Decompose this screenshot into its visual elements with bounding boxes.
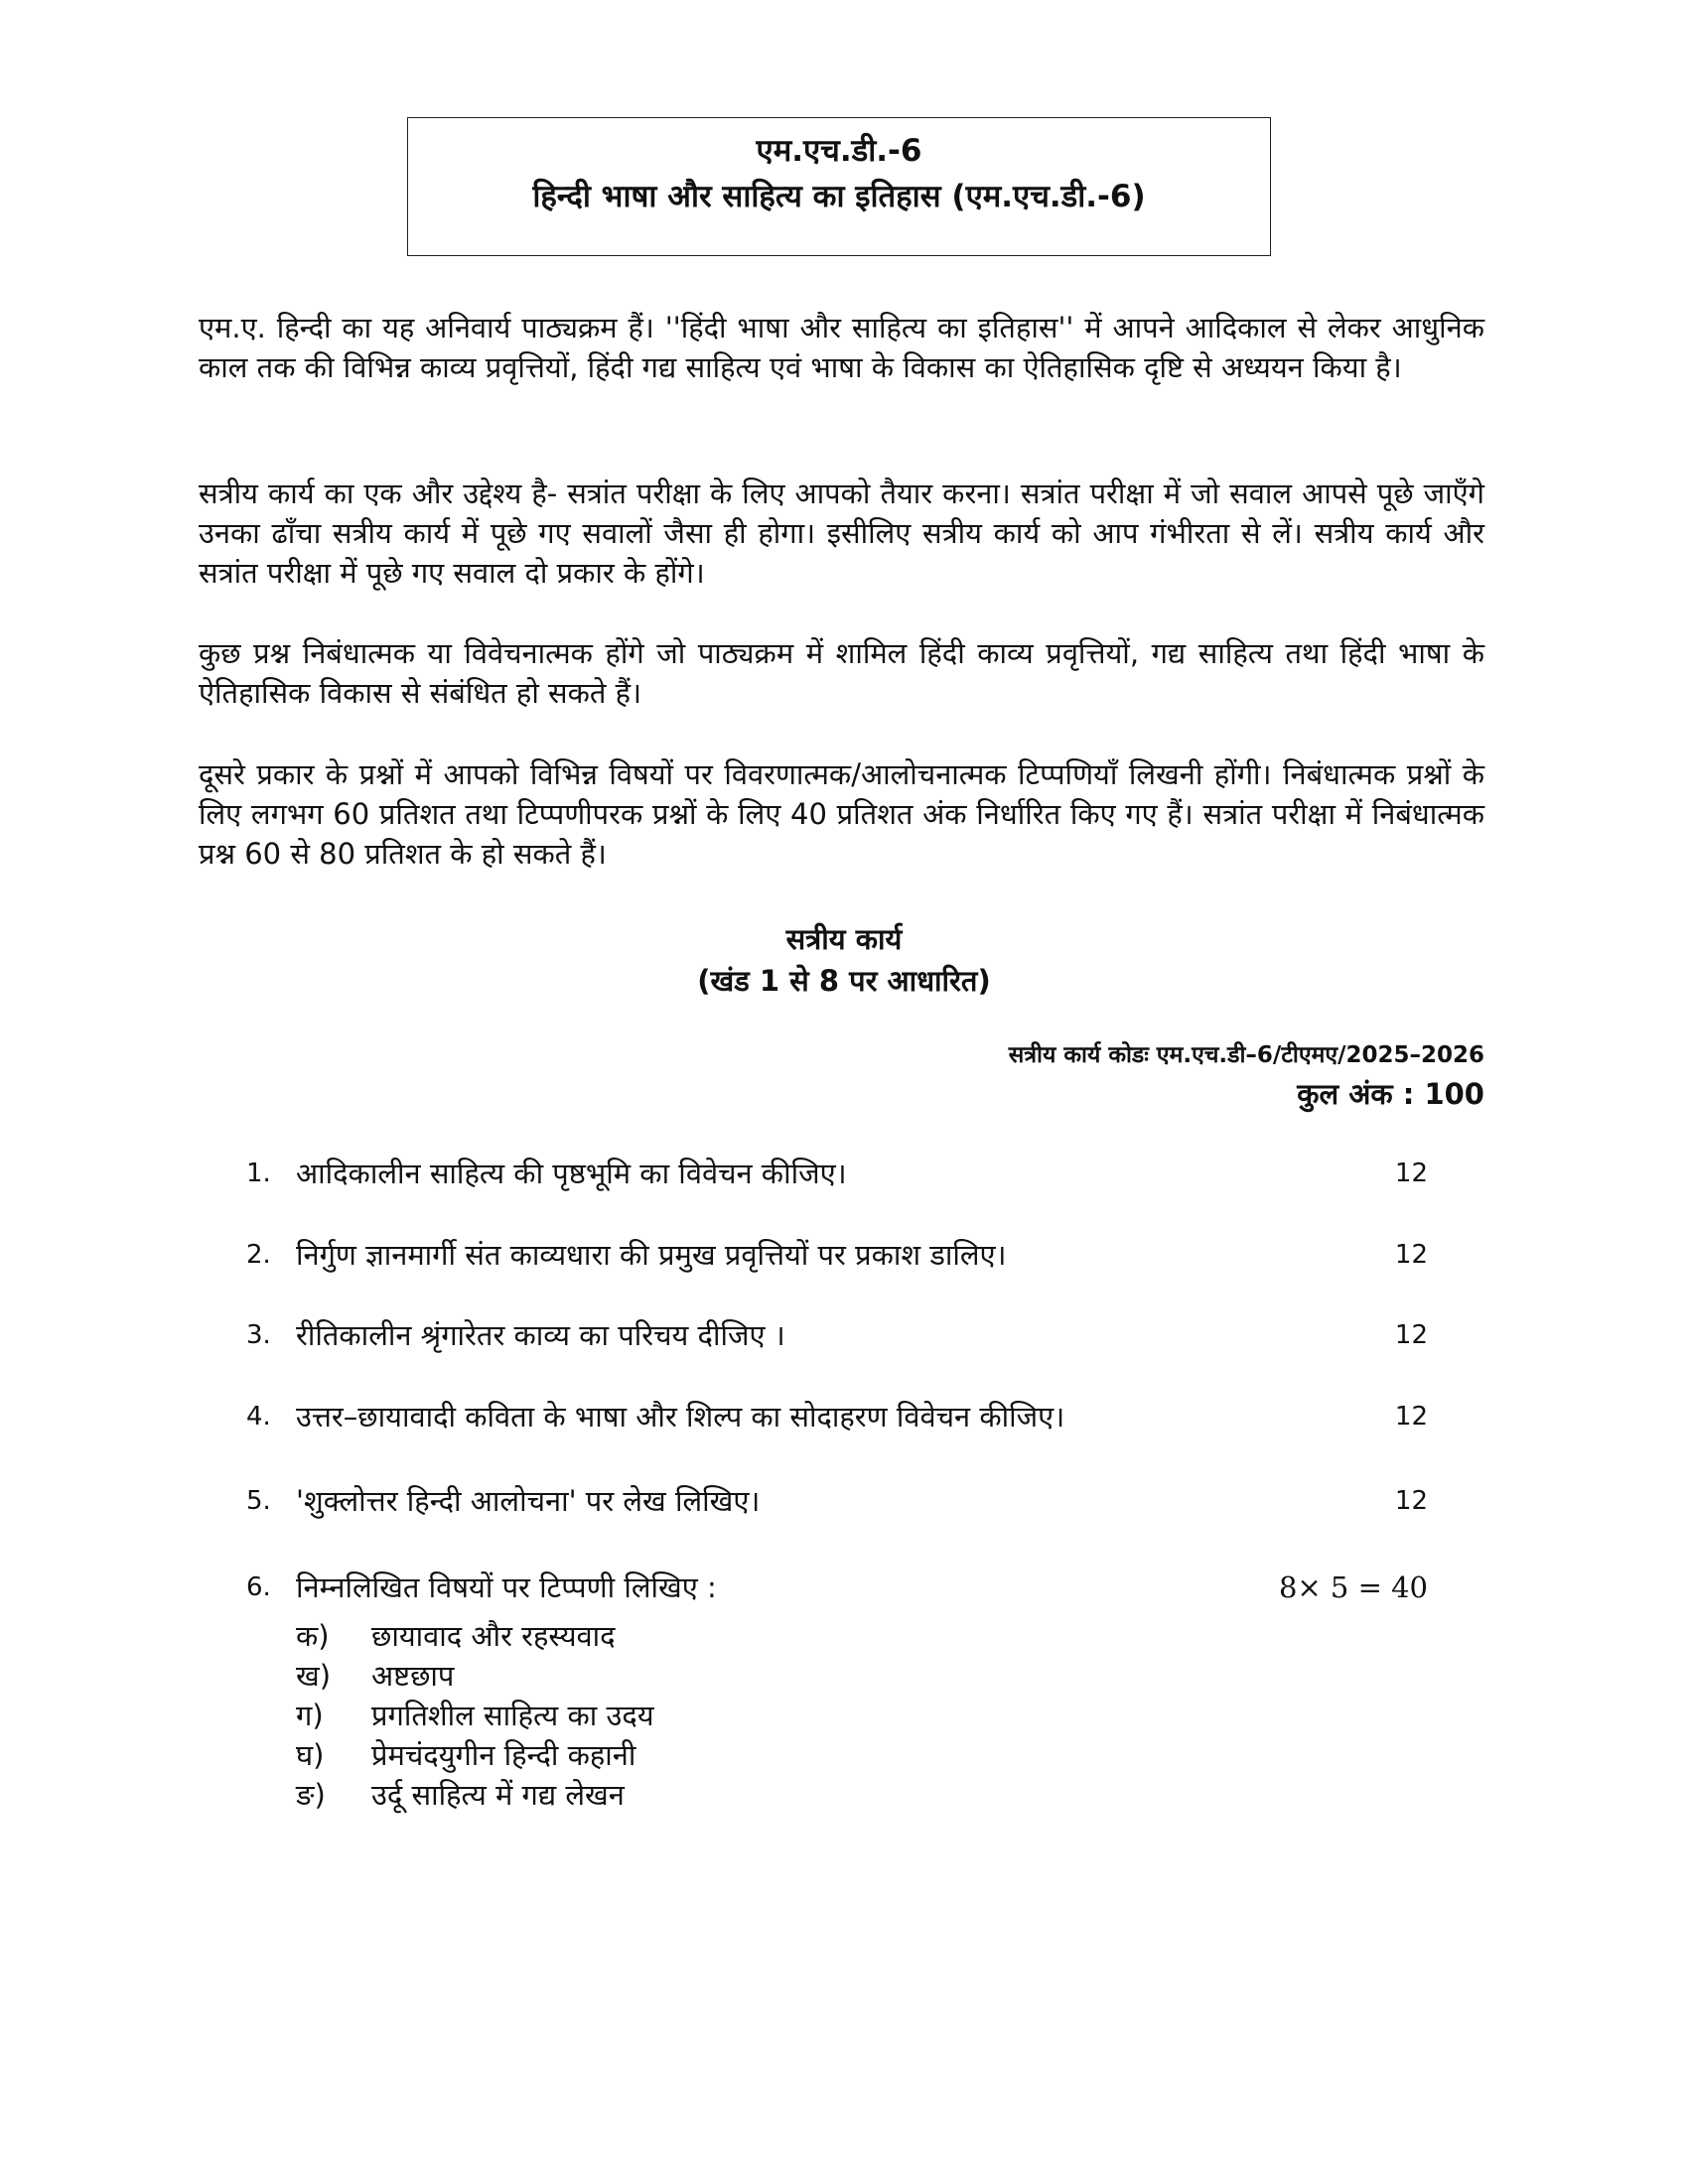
question-number: 2.	[246, 1240, 271, 1270]
question-number: 5.	[246, 1486, 271, 1516]
question-marks: 12	[1394, 1486, 1428, 1516]
subtopic-text: प्रगतिशील साहित्य का उदय	[371, 1699, 654, 1732]
question-marks: 12	[1394, 1159, 1428, 1188]
question-row	[246, 1479, 1428, 1523]
question-row	[246, 1566, 1428, 1609]
question-marks: 12	[1394, 1402, 1428, 1432]
subtopic-label: घ)	[296, 1738, 325, 1772]
question-number: 4.	[246, 1402, 271, 1432]
list-item	[296, 1735, 892, 1775]
question-marks: 8× 5 = 40	[1278, 1570, 1428, 1604]
subtopic-text: उर्दू साहित्य में गद्य लेखन	[371, 1778, 625, 1812]
list-item	[296, 1775, 892, 1815]
list-item	[296, 1656, 892, 1696]
subtopic-label: ग)	[296, 1699, 324, 1732]
question-number: 1.	[246, 1159, 271, 1188]
intro-paragraph: कुछ प्रश्न निबंधात्मक या विवेचनात्मक होंगे जो पाठ्यक्रम में शामिल हिंदी काव्य प्रवृत्तियों, गद्य साहित्य तथा हिंदी भाषा के ऐतिहासिक विकास से संबंधित हो सकते हैं।	[199, 636, 1484, 710]
list-item	[296, 1616, 892, 1656]
question-marks: 12	[1394, 1320, 1428, 1350]
question-row	[246, 1152, 1428, 1195]
question-text: आदिकालीन साहित्य की पृष्ठभूमि का विवेचन कीजिए।	[296, 1157, 847, 1190]
assignment-code: सत्रीय कार्य कोडः एम.एच.डी–6/टीएमए/2025–2026	[1008, 1042, 1484, 1068]
question-text: उत्तर–छायावादी कविता के भाषा और शिल्प का सोदाहरण विवेचन कीजिए।	[296, 1400, 1065, 1433]
subtopic-text: छायावाद और रहस्यवाद	[371, 1619, 616, 1653]
intro-paragraph: सत्रीय कार्य का एक और उद्देश्य है- सत्रांत परीक्षा के लिए आपको तैयार करना। सत्रांत परीक्षा में जो सवाल आपसे पूछे जाएँगे उनका ढाँचा सत्रीय कार्य में पूछे गए सवालों जैसा ही होगा। इसीलिए सत्रीय कार्य को आप गंभीरता से लें। सत्रीय कार्य और सत्रांत परीक्षा में पूछे गए सवाल दो प्रकार के होंगे।	[199, 477, 1484, 590]
list-item	[296, 1696, 892, 1735]
question-text: रीतिकालीन श्रृंगारेतर काव्य का परिचय दीजिए ।	[296, 1318, 785, 1352]
question-row	[246, 1233, 1428, 1277]
course-code: एम.एच.डी.-6	[756, 133, 922, 169]
subtopic-label: ङ)	[296, 1778, 326, 1812]
question-row	[246, 1313, 1428, 1357]
title-box	[407, 117, 1271, 256]
subtopic-label: क)	[296, 1619, 330, 1653]
total-marks: कुल अंक : 100	[1297, 1077, 1484, 1111]
question-text: निम्नलिखित विषयों पर टिप्पणी लिखिए :	[296, 1570, 717, 1604]
subtopic-list	[296, 1616, 892, 1815]
course-title: हिन्दी भाषा और साहित्य का इतिहास (एम.एच.डी.-6)	[532, 179, 1146, 214]
question-text: 'शुक्लोत्तर हिन्दी आलोचना' पर लेख लिखिए।	[296, 1484, 761, 1518]
question-number: 6.	[246, 1572, 271, 1602]
assignment-subheading: (खंड 1 से 8 पर आधारित)	[697, 964, 991, 998]
question-number: 3.	[246, 1320, 271, 1350]
question-text: निर्गुण ज्ञानमार्गी संत काव्यधारा की प्रमुख प्रवृत्तियों पर प्रकाश डालिए।	[296, 1238, 1007, 1272]
intro-paragraph: एम.ए. हिन्दी का यह अनिवार्य पाठ्यक्रम हैं। ''हिंदी भाषा और साहित्य का इतिहास'' में आपने आदिकाल से लेकर आधुनिक काल तक की विभिन्न काव्य प्रवृत्तियों, हिंदी गद्य साहित्य एवं भाषा के विकास का ऐतिहासिक दृष्टि से अध्ययन किया है।	[199, 311, 1484, 384]
subtopic-label: ख)	[296, 1659, 332, 1693]
assignment-heading: सत्रीय कार्य	[785, 922, 903, 956]
intro-paragraph: दूसरे प्रकार के प्रश्नों में आपको विभिन्न विषयों पर विवरणात्मक/आलोचनात्मक टिप्पणियाँ लिखनी होंगी। निबंधात्मक प्रश्नों के लिए लगभग 60 प्रतिशत तथा टिप्पणीपरक प्रश्नों के लिए 40 प्रतिशत अंक निर्धारित किए गए हैं। सत्रांत परीक्षा में निबंधात्मक प्रश्न 60 से 80 प्रतिशत के हो सकते हैं।	[199, 757, 1484, 871]
subtopic-text: प्रेमचंदयुगीन हिन्दी कहानी	[371, 1738, 636, 1772]
question-row	[246, 1395, 1428, 1438]
question-marks: 12	[1394, 1240, 1428, 1270]
subtopic-text: अष्टछाप	[371, 1659, 455, 1693]
